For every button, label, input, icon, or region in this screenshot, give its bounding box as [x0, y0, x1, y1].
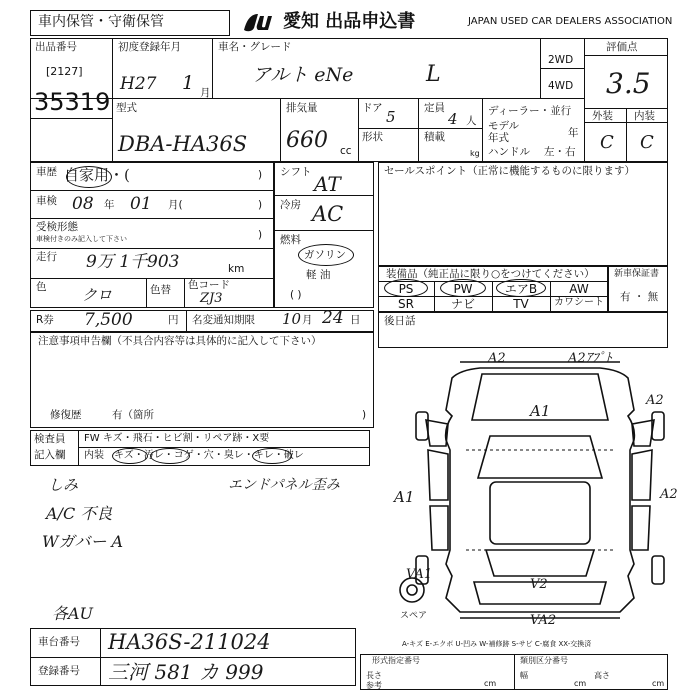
equip-aw: AW [569, 282, 589, 296]
door-label: ドア [362, 102, 383, 114]
reg-month: 1 [182, 72, 195, 94]
load-label: 積載 [424, 131, 445, 143]
car-name: アルト eNe [252, 64, 354, 86]
shift-label: シフト [280, 166, 312, 178]
year-unit: 年 [568, 127, 579, 139]
ext-label: 外装 [592, 110, 613, 122]
note-ac: A/C 不良 [46, 504, 113, 523]
mark-hood: A1 [530, 402, 551, 420]
score-label: 評価点 [606, 41, 638, 53]
recycle-value: 7,500 [84, 310, 133, 330]
note-stain: しみ [48, 476, 79, 494]
mileage-unit: km [228, 263, 245, 275]
dealer-label: ディーラー・並行 [488, 105, 572, 117]
chassis-label: 車台番号 [38, 636, 80, 648]
after-label: 後日話 [384, 315, 416, 327]
color-swap-label: 色替 [150, 284, 171, 296]
mileage-value: 9万 1千903 [86, 252, 180, 272]
plate-label: 登録番号 [38, 665, 80, 677]
disp-label: 排気量 [286, 102, 318, 114]
receive-label: 受検形態 [36, 221, 78, 233]
plate-value: 三河 581 カ 999 [108, 660, 264, 684]
lot-label: 出品番号 [35, 41, 77, 53]
repair-label: 修復歴 [50, 409, 82, 421]
sales-label: セールスポイント（正常に機能するものに限ります） [384, 165, 636, 177]
note-all: 各AU [52, 604, 94, 623]
mark-left-rear: VA1 [406, 567, 433, 582]
fuel-other: ( ) [290, 289, 302, 301]
fuel-value: ガソリン [304, 249, 346, 261]
warranty-value: 有 ・ 無 [620, 291, 659, 303]
form-subtitle: JAPAN USED CAR DEALERS ASSOCIATION [468, 16, 673, 27]
reg-era: H27 [120, 74, 157, 94]
lot-number: 35319 [34, 88, 111, 116]
mark-rear-bumper: VA2 [530, 613, 557, 628]
reg-label: 初度登録年月 [118, 41, 181, 53]
color-code-value: ZJ3 [200, 291, 223, 306]
disp-value: 660 [286, 128, 328, 153]
diagram-legend: A-キズ E-エクボ U-凹み W-補修跡 S-サビ C-腐食 XX-交換済 [402, 640, 592, 648]
handle-label: ハンドル [488, 146, 530, 158]
name-label: 車名・グレード [218, 41, 292, 53]
inspection-label: 車検 [36, 195, 57, 207]
model-label: モデル [488, 120, 519, 132]
equipment-label: 装備品（純正品に限り○をつけてください） [386, 268, 595, 280]
warranty-label: 新車保証書 [614, 269, 660, 279]
fuel-diesel: 軽 油 [306, 269, 331, 281]
equip-navi: ナビ [450, 297, 475, 311]
lot-small: [2127] [46, 65, 83, 78]
inspection-year: 08 [72, 194, 94, 214]
equip-airbag-circle [496, 279, 546, 297]
seat-unit: 人 [466, 115, 477, 127]
history-circle [66, 166, 112, 188]
handle-value: 左・右 [544, 146, 576, 158]
equip-ps: PS [398, 282, 414, 296]
mileage-label: 走行 [36, 251, 57, 263]
notes-label: 注意事項申告欄（不具合内容等は具体的に記入して下さい） [38, 335, 322, 347]
spare-label: スペア [400, 611, 428, 621]
cert-label: 形式指定番号 [372, 656, 420, 665]
color-label: 色 [36, 281, 47, 293]
car-outline-icon [390, 350, 690, 635]
inspector-label-1: 検査員 [34, 433, 66, 445]
ac-value: AC [312, 202, 344, 226]
type-value: DBA-HA36S [118, 132, 248, 156]
inspector-row2-head: 内装 [84, 450, 104, 461]
change-label: 名変通知期限 [192, 314, 255, 326]
seat-value: 4 [448, 110, 458, 128]
mark-left-door: A1 [394, 488, 415, 506]
equip-pw: PW [453, 282, 473, 296]
ju-logo [240, 10, 280, 34]
mark-right-door: A2 [660, 487, 678, 502]
recycle-label: R券 [36, 314, 54, 326]
inspector-row2: キズ・汚レ・コゲ・穴・臭レ・キレ・破レ [114, 450, 304, 461]
sales-box [378, 162, 668, 266]
equip-ps-circle [384, 279, 428, 297]
mark-rear-glass: V2 [530, 577, 548, 592]
storage-tag: 車内保管・守衛保管 [38, 14, 164, 30]
drive-2wd: 2WD [548, 54, 574, 66]
equip-airbag: エアB [504, 282, 538, 296]
reg-month-unit: 月 [200, 87, 211, 99]
ac-label: 冷房 [280, 199, 301, 211]
inspector-row1: FW キズ・飛石・ヒビ割・リペア跡・X要 [84, 433, 270, 444]
disp-unit: cc [340, 145, 352, 157]
mark-right-fender: A2 [646, 393, 664, 408]
grade: L [426, 62, 441, 87]
receive-note: 車検付きのみ記入して下さい [36, 235, 127, 243]
car-diagram [390, 350, 690, 635]
score-value: 3.5 [606, 67, 651, 100]
change-month: 10 [282, 310, 302, 328]
equip-pw-circle [440, 279, 486, 297]
equip-sr: SR [398, 297, 414, 311]
note-endpanel: エンドパネル歪み [228, 477, 340, 493]
fuel-circle [298, 244, 354, 266]
shape-label: 形状 [362, 131, 383, 143]
inspection-month: 01 [130, 194, 152, 214]
after-box [378, 312, 668, 348]
year-label: 年式 [488, 132, 509, 144]
door-value: 5 [386, 108, 396, 126]
fuel-label: 燃料 [280, 234, 301, 246]
ju-logo-icon [240, 10, 280, 34]
color-value: クロ [82, 286, 113, 304]
load-unit: kg [470, 149, 480, 158]
color-code-label: 色コード [188, 279, 230, 291]
history-value: 自家用・( [64, 166, 130, 184]
note-wcover: Wガバー A [42, 532, 124, 551]
seat-label: 定員 [424, 102, 445, 114]
history-label: 車歴 [36, 166, 57, 178]
equip-tv: TV [513, 297, 529, 311]
type-label: 型式 [116, 102, 137, 114]
int-value: C [640, 132, 654, 153]
class-label: 類別区分番号 [520, 656, 568, 665]
int-label: 内装 [634, 110, 655, 122]
mark-front-apron: A2ｱﾌﾟﾄ [568, 351, 612, 366]
chassis-value: HA36S-211024 [108, 630, 271, 654]
inspector-label-2: 記入欄 [34, 449, 66, 461]
change-day: 24 [322, 308, 344, 328]
equip-leather: カワシート [554, 297, 604, 308]
shift-value: AT [314, 172, 341, 196]
drive-4wd: 4WD [548, 80, 574, 92]
repair-value: 有（箇所 [112, 409, 154, 421]
mark-front-bumper: A2 [488, 351, 506, 366]
form-title: 愛知 出品申込書 [283, 11, 416, 32]
ext-value: C [600, 132, 614, 153]
